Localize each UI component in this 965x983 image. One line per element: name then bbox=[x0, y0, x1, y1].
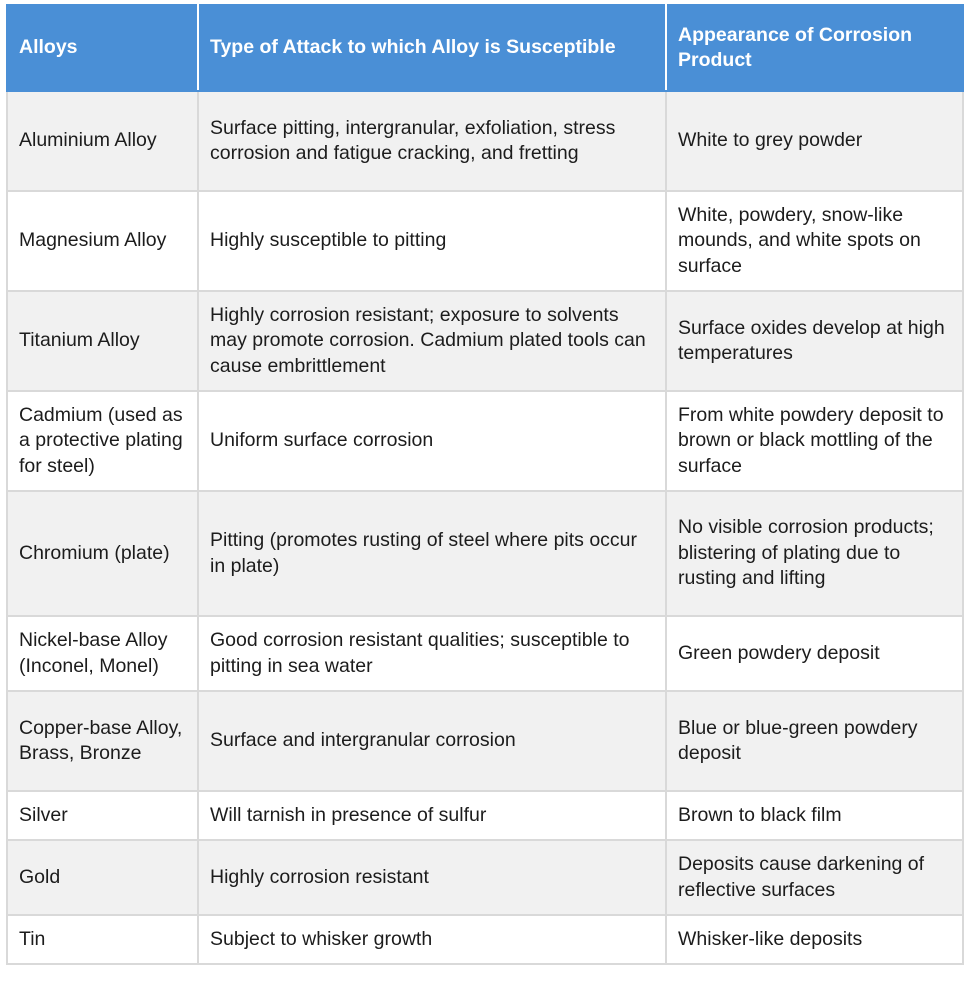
alloy-cell: Nickel-base Alloy (Inconel, Monel) bbox=[7, 616, 198, 691]
table-row bbox=[7, 840, 963, 915]
appearance-cell: Blue or blue-green powdery deposit bbox=[666, 691, 963, 791]
alloy-cell: Aluminium Alloy bbox=[7, 91, 198, 191]
header-corrosion-appearance: Appearance of Corrosion Product bbox=[666, 5, 963, 91]
attack-cell: Good corrosion resistant qualities; susceptible to pitting in sea water bbox=[198, 616, 666, 691]
appearance-cell: Surface oxides develop at high temperatures bbox=[666, 291, 963, 391]
alloy-cell: Tin bbox=[7, 915, 198, 964]
header-alloys: Alloys bbox=[7, 5, 198, 91]
table-row bbox=[7, 291, 963, 391]
alloy-cell: Gold bbox=[7, 840, 198, 915]
alloy-cell: Titanium Alloy bbox=[7, 291, 198, 391]
appearance-cell: Brown to black film bbox=[666, 791, 963, 840]
table-row bbox=[7, 791, 963, 840]
table-row bbox=[7, 191, 963, 291]
attack-cell: Highly susceptible to pitting bbox=[198, 191, 666, 291]
table-row bbox=[7, 616, 963, 691]
appearance-cell: White to grey powder bbox=[666, 91, 963, 191]
table-row bbox=[7, 915, 963, 964]
attack-cell: Highly corrosion resistant; exposure to solvents may promote corrosion. Cadmium plated tools can cause embrittlement bbox=[198, 291, 666, 391]
appearance-cell: Deposits cause darkening of reflective surfaces bbox=[666, 840, 963, 915]
corrosion-table-container bbox=[6, 4, 962, 965]
alloy-cell: Chromium (plate) bbox=[7, 491, 198, 616]
table-body bbox=[7, 91, 963, 964]
alloy-cell: Silver bbox=[7, 791, 198, 840]
appearance-cell: White, powdery, snow-like mounds, and white spots on surface bbox=[666, 191, 963, 291]
attack-cell: Subject to whisker growth bbox=[198, 915, 666, 964]
table-row bbox=[7, 491, 963, 616]
appearance-cell: No visible corrosion products; blistering of plating due to rusting and lifting bbox=[666, 491, 963, 616]
attack-cell: Uniform surface corrosion bbox=[198, 391, 666, 491]
table-row bbox=[7, 691, 963, 791]
attack-cell: Surface pitting, intergranular, exfoliation, stress corrosion and fatigue cracking, and fretting bbox=[198, 91, 666, 191]
header-attack-type: Type of Attack to which Alloy is Susceptible bbox=[198, 5, 666, 91]
corrosion-table bbox=[6, 4, 964, 965]
alloy-cell: Cadmium (used as a protective plating for steel) bbox=[7, 391, 198, 491]
attack-cell: Highly corrosion resistant bbox=[198, 840, 666, 915]
alloy-cell: Magnesium Alloy bbox=[7, 191, 198, 291]
appearance-cell: From white powdery deposit to brown or black mottling of the surface bbox=[666, 391, 963, 491]
attack-cell: Surface and intergranular corrosion bbox=[198, 691, 666, 791]
table-header bbox=[7, 5, 963, 91]
appearance-cell: Whisker-like deposits bbox=[666, 915, 963, 964]
appearance-cell: Green powdery deposit bbox=[666, 616, 963, 691]
table-row bbox=[7, 391, 963, 491]
alloy-cell: Copper-base Alloy, Brass, Bronze bbox=[7, 691, 198, 791]
table-row bbox=[7, 91, 963, 191]
attack-cell: Pitting (promotes rusting of steel where pits occur in plate) bbox=[198, 491, 666, 616]
attack-cell: Will tarnish in presence of sulfur bbox=[198, 791, 666, 840]
header-row bbox=[7, 5, 963, 91]
